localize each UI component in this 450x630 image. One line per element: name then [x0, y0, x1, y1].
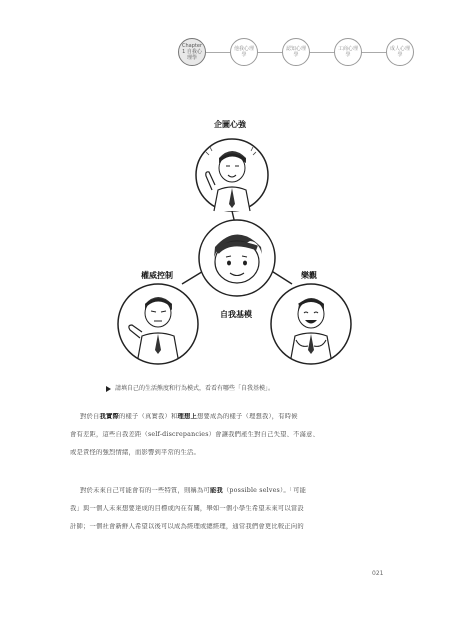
tab-cognitive-psychology-label: 認知心理學 [285, 46, 306, 58]
figure-caption-text: 請填自己的生活熊度和行為模式，看看有哪些「自我基模」。 [115, 385, 275, 392]
paragraph-1-line-3: 或是責怪的強烈情緒，而影響到平常的生活。 [70, 449, 200, 456]
label-self-schema: 自我基模 [220, 310, 252, 319]
person-ambitious-illustration [196, 139, 268, 211]
p1-highlight-actual: 我實際 [99, 413, 119, 420]
tab-industrial-psychology-label: 工商心理學 [337, 46, 358, 58]
person-self-schema-illustration [199, 220, 275, 296]
p2-text: 對於未來自己可能會有的一些特質，則稱為可 [80, 487, 210, 494]
label-authoritarian-control: 權威控制 [141, 271, 173, 280]
page-number: 021 [372, 570, 384, 577]
p1-text: 對於自 [80, 413, 100, 420]
caption-arrow-icon [106, 386, 111, 392]
paragraph-1-line-2: 會有差距，這些自我差距（self-discrepancies）會讓我們產生對自己失望、不滿意、 [70, 431, 320, 438]
paragraph-1-line-1 [80, 413, 392, 421]
label-optimistic: 樂觀 [301, 271, 317, 280]
p1-text: 的樣子（真實我）和 [119, 413, 178, 420]
tab-others-psychology-label: 他我心理學 [233, 46, 254, 58]
p2-highlight-possible: 能我 [209, 487, 223, 494]
paragraph-2-line-1 [80, 487, 392, 495]
tab-adult-psychology-label: 成人心理學 [389, 46, 410, 58]
paragraph-2-line-3: 計師；一個社會新鮮人希望以後可以成為經理或總經理，通常我們會更比較正向的 [70, 523, 304, 530]
person-authoritarian-illustration [118, 284, 198, 364]
p1-text: 想要成為的樣子（理想我），有時候 [196, 413, 298, 420]
label-ambitious: 企圖心強 [214, 120, 246, 129]
p1-highlight-ideal: 理想上 [177, 413, 197, 420]
p2-text: （possible selves）。「可能 [222, 487, 307, 494]
figure-caption [106, 383, 274, 392]
person-optimistic-illustration [271, 284, 351, 364]
tab-chapter-1-label: Chapter 1 自我心理學 [182, 43, 202, 61]
paragraph-2-line-2: 我」與一個人未來想要達成的目標或內在有關，舉如一個小學生希望未來可以當設 [70, 505, 304, 512]
